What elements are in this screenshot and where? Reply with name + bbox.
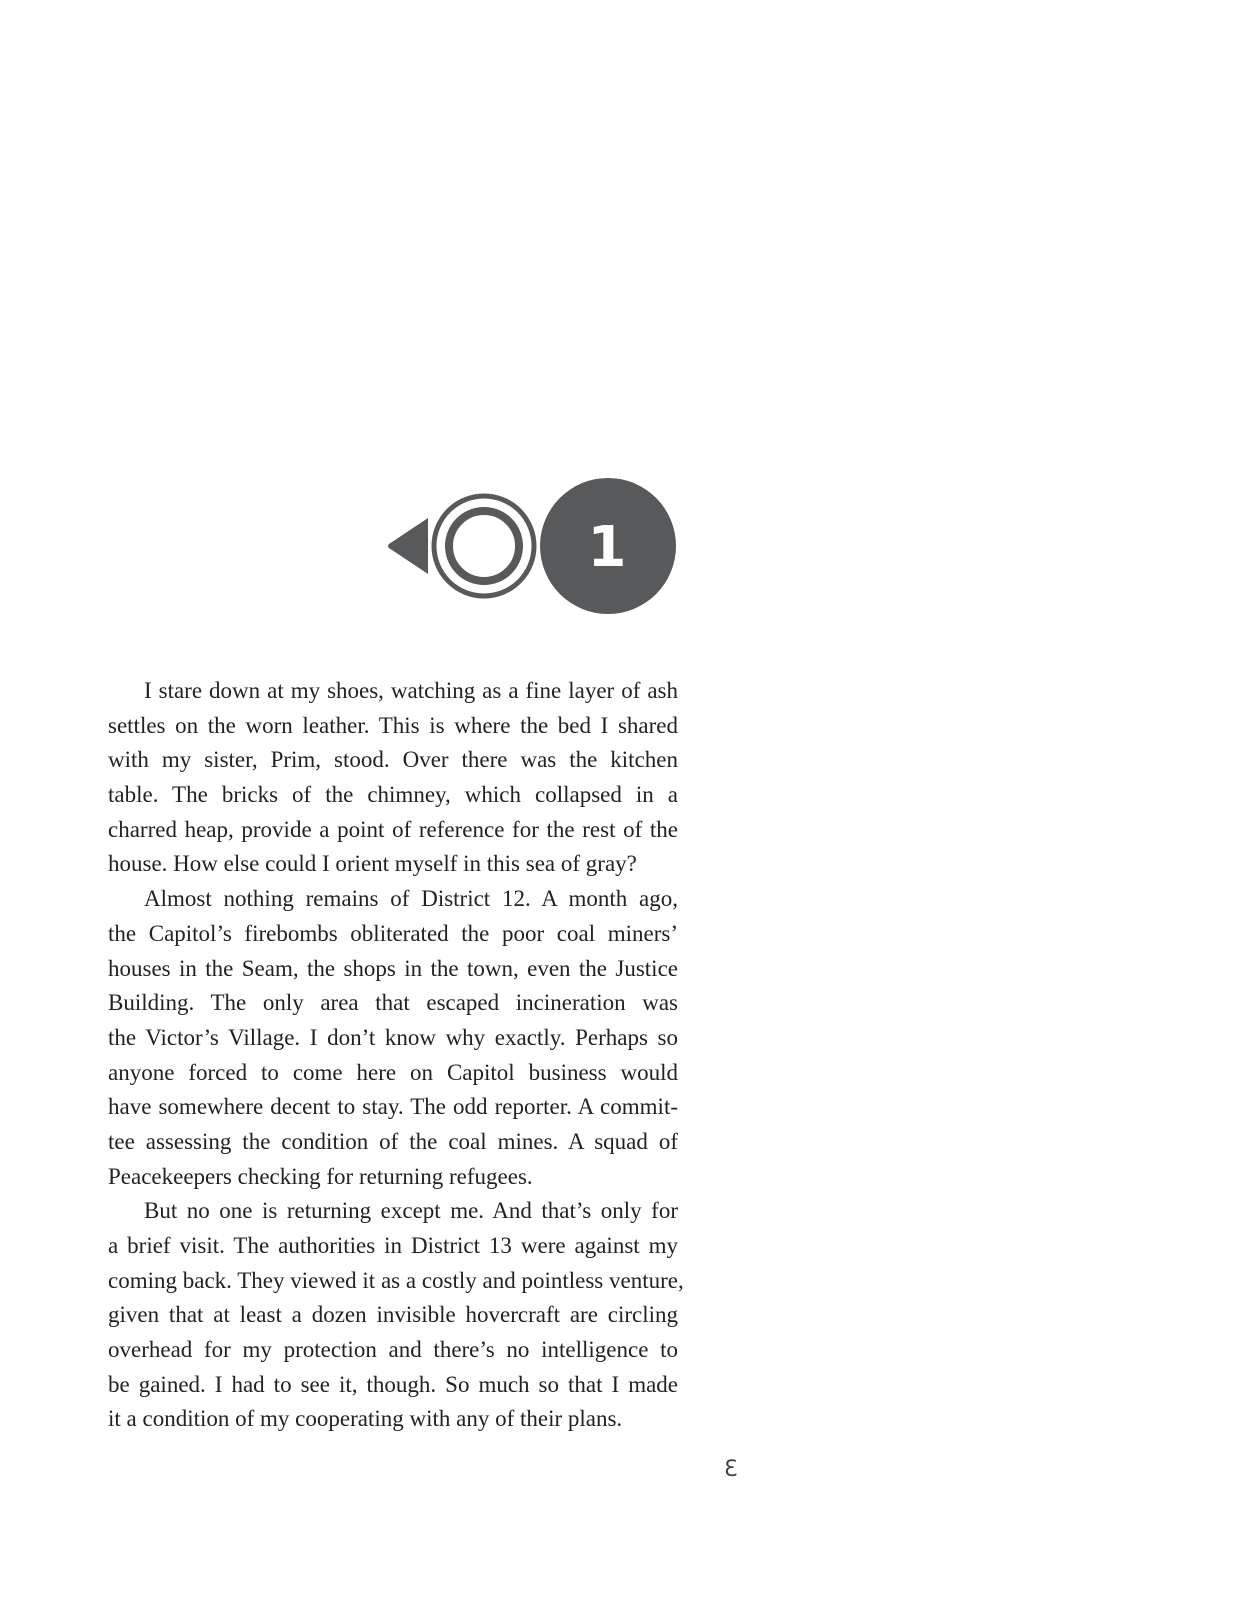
chapter-text bbox=[108, 674, 684, 1437]
text-line: Almost nothing remains of District 12. A month ago, bbox=[144, 886, 678, 912]
text-line: tee assessing the condition of the coal mines. A squad of bbox=[108, 1128, 678, 1154]
paragraph bbox=[108, 674, 678, 882]
text-line: charred heap, provide a point of reference for the rest of the bbox=[108, 816, 678, 842]
text-line: settles on the worn leather. This is where the bed I shared bbox=[108, 712, 678, 738]
arrow-left-icon bbox=[388, 518, 428, 574]
text-line: a brief visit. The authorities in District 13 were against my bbox=[108, 1233, 678, 1258]
text-line: house. How else could I orient myself in this sea of gray? bbox=[108, 851, 637, 877]
inner-ring-icon bbox=[449, 511, 519, 581]
text-line: it a condition of my cooperating with any of their plans. bbox=[108, 1406, 623, 1432]
text-line: I stare down at my shoes, watching as a fine layer of ash bbox=[144, 678, 678, 703]
text-line: the Victor’s Village. I don’t know why exactly. Perhaps so bbox=[108, 1024, 678, 1050]
paragraph bbox=[108, 882, 678, 1194]
text-line: overhead for my protection and there’s no intelligence to bbox=[108, 1337, 678, 1363]
text-line: given that at least a dozen invisible hovercraft are circling bbox=[108, 1302, 678, 1328]
chapter-number: 1 bbox=[587, 515, 627, 580]
text-line: have somewhere decent to stay. The odd reporter. A commit- bbox=[108, 1094, 678, 1120]
text-line: houses in the Seam, the shops in the town, even the Justice bbox=[108, 955, 678, 981]
text-line: coming back. They viewed it as a costly and pointless venture, bbox=[108, 1267, 684, 1293]
paragraph bbox=[108, 1194, 684, 1437]
text-line: Building. The only area that escaped incineration was bbox=[108, 990, 678, 1016]
text-line: Peacekeepers checking for returning refugees. bbox=[108, 1163, 533, 1189]
text-line: with my sister, Prim, stood. Over there was the kitchen bbox=[108, 747, 678, 773]
text-line: be gained. I had to see it, though. So much so that I made bbox=[108, 1371, 678, 1397]
page-number: 3 bbox=[724, 1457, 738, 1482]
text-line: table. The bricks of the chimney, which collapsed in a bbox=[108, 782, 678, 808]
text-line: But no one is returning except me. And that’s only for bbox=[144, 1198, 678, 1224]
text-line: the Capitol’s firebombs obliterated the poor coal miners’ bbox=[108, 920, 678, 946]
chapter-ornament bbox=[380, 478, 700, 618]
text-line: anyone forced to come here on Capitol business would bbox=[108, 1059, 678, 1085]
